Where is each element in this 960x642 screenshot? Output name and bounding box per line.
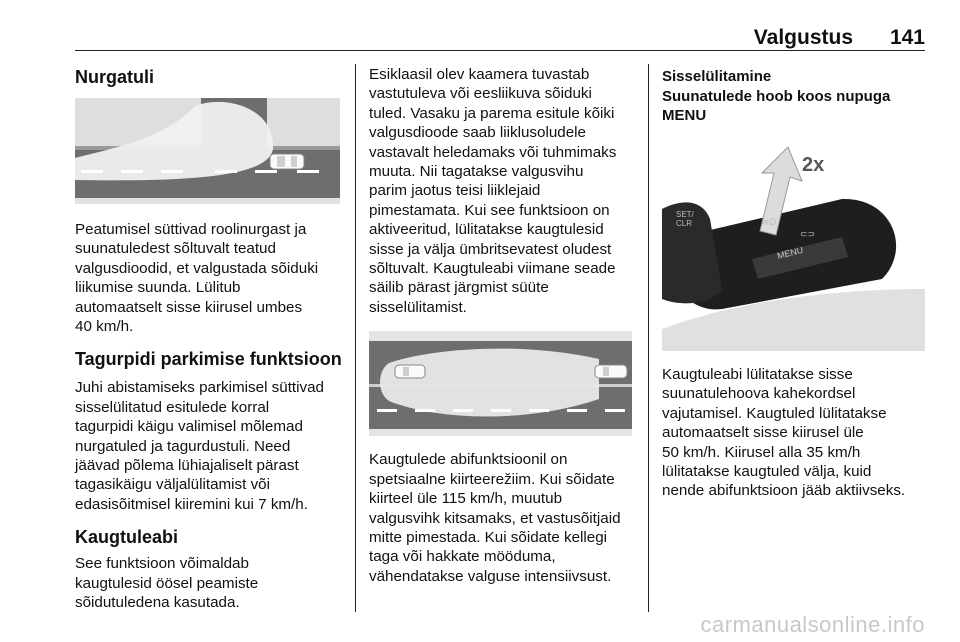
heading-stalk-menu: Suunatulede hoob koos nupuga MENU xyxy=(662,88,891,124)
turn-signal-stalk-illustration xyxy=(662,139,925,351)
cornering-light-illustration xyxy=(75,98,340,204)
column-divider-2 xyxy=(648,64,649,612)
paragraph-camera-detection: Esiklaasil olev kaamera tuvastab vastutuleva või eesliikuva sõiduki tuled. Vasaku ja parema esitule kõiki valgusdioode saab liiklusoludele vastavalt heledamaks või tuhmimaks muuta. Nii tagatakse valgusvihu parim jaotus teisi liiklejaid pimestamata. Kui see funktsioon on aktiveeritud, lülitatakse kaugtulesid sisse ja välja ümbritsevatest oludest sõltuvalt. Kaugtuleabi viimane seade säilib pärast järgmist süüte sisselülitamist. xyxy=(369,66,617,316)
heading-nurgatuli: Nurgatuli xyxy=(75,67,154,87)
own-car-icon xyxy=(595,365,627,378)
paragraph-cornering-light: Peatumisel süttivad roolinurgast ja suunatuledest sõltuvalt teatud valgusdioodid, et valgustada sõiduki liikumise suunda. Lülitub automaatselt sisse kiirusel umbes 40 km/h. xyxy=(75,221,319,336)
header-rule xyxy=(75,50,925,51)
2x-label: 2x xyxy=(802,154,825,176)
heading-reverse-parking: Tagurpidi parkimise funktsioon xyxy=(75,349,342,370)
column-3 xyxy=(662,64,930,501)
heading-high-beam-assist: Kaugtuleabi xyxy=(75,527,179,548)
paragraph-activation: Kaugtuleabi lülitatakse sisse suunatulehoova kahekordsel vajutamisel. Kaugtuled lülitatakse automaatselt sisse kiirusel üle 50 km/h. Kiirusel alla 35 km/h lülitatakse kaugtuled välja, kuid nende abifunktsioon jääb aktiivseks. xyxy=(662,366,906,500)
headlight-icon: ≡D xyxy=(762,218,777,228)
set-clr-label: SET/ CLR xyxy=(676,210,694,228)
high-beam-road-illustration xyxy=(369,331,632,436)
heading-activation: Sisselülitamine xyxy=(662,68,772,85)
car-icon xyxy=(270,154,304,169)
watermark: carmanualsonline.info xyxy=(700,612,925,637)
page-header xyxy=(75,26,925,50)
column-1 xyxy=(75,64,343,613)
page-number: 141 xyxy=(889,26,925,49)
paragraph-reverse-parking: Juhi abistamiseks parkimisel süttivad sisselülitatud esitulede korral tagurpidi käigu valimisel mõlemad nurgatuled ja tagurdustuli. Need jäävad põlema lühiajaliselt pärast tagasikäigu väljalülitamist või edasisõitmisel kiiremini kui 7 km/h. xyxy=(75,379,324,513)
menu-label: MENU xyxy=(776,244,805,261)
section-title: Valgustus xyxy=(753,26,853,49)
column-2 xyxy=(369,64,637,586)
oncoming-car-icon xyxy=(395,365,425,378)
paragraph-motorway-mode: Kaugtulede abifunktsioonil on spetsiaalne kiirteerežiim. Kui sõidate kiirteel üle 115 km/h, muutub valgusvihk kitsamaks, et vastusõitjaid mitte pimestada. Kui sõidate kellegi taga või hakkate mööduma, vähendatakse valguse intensiivsust. xyxy=(369,451,621,585)
column-divider-1 xyxy=(355,64,356,612)
light-icon: ⊂⊃ xyxy=(800,230,816,240)
paragraph-high-beam-assist: See funktsioon võimaldab kaugtulesid öösel peamiste sõidutuledena kasutada. xyxy=(75,555,259,612)
